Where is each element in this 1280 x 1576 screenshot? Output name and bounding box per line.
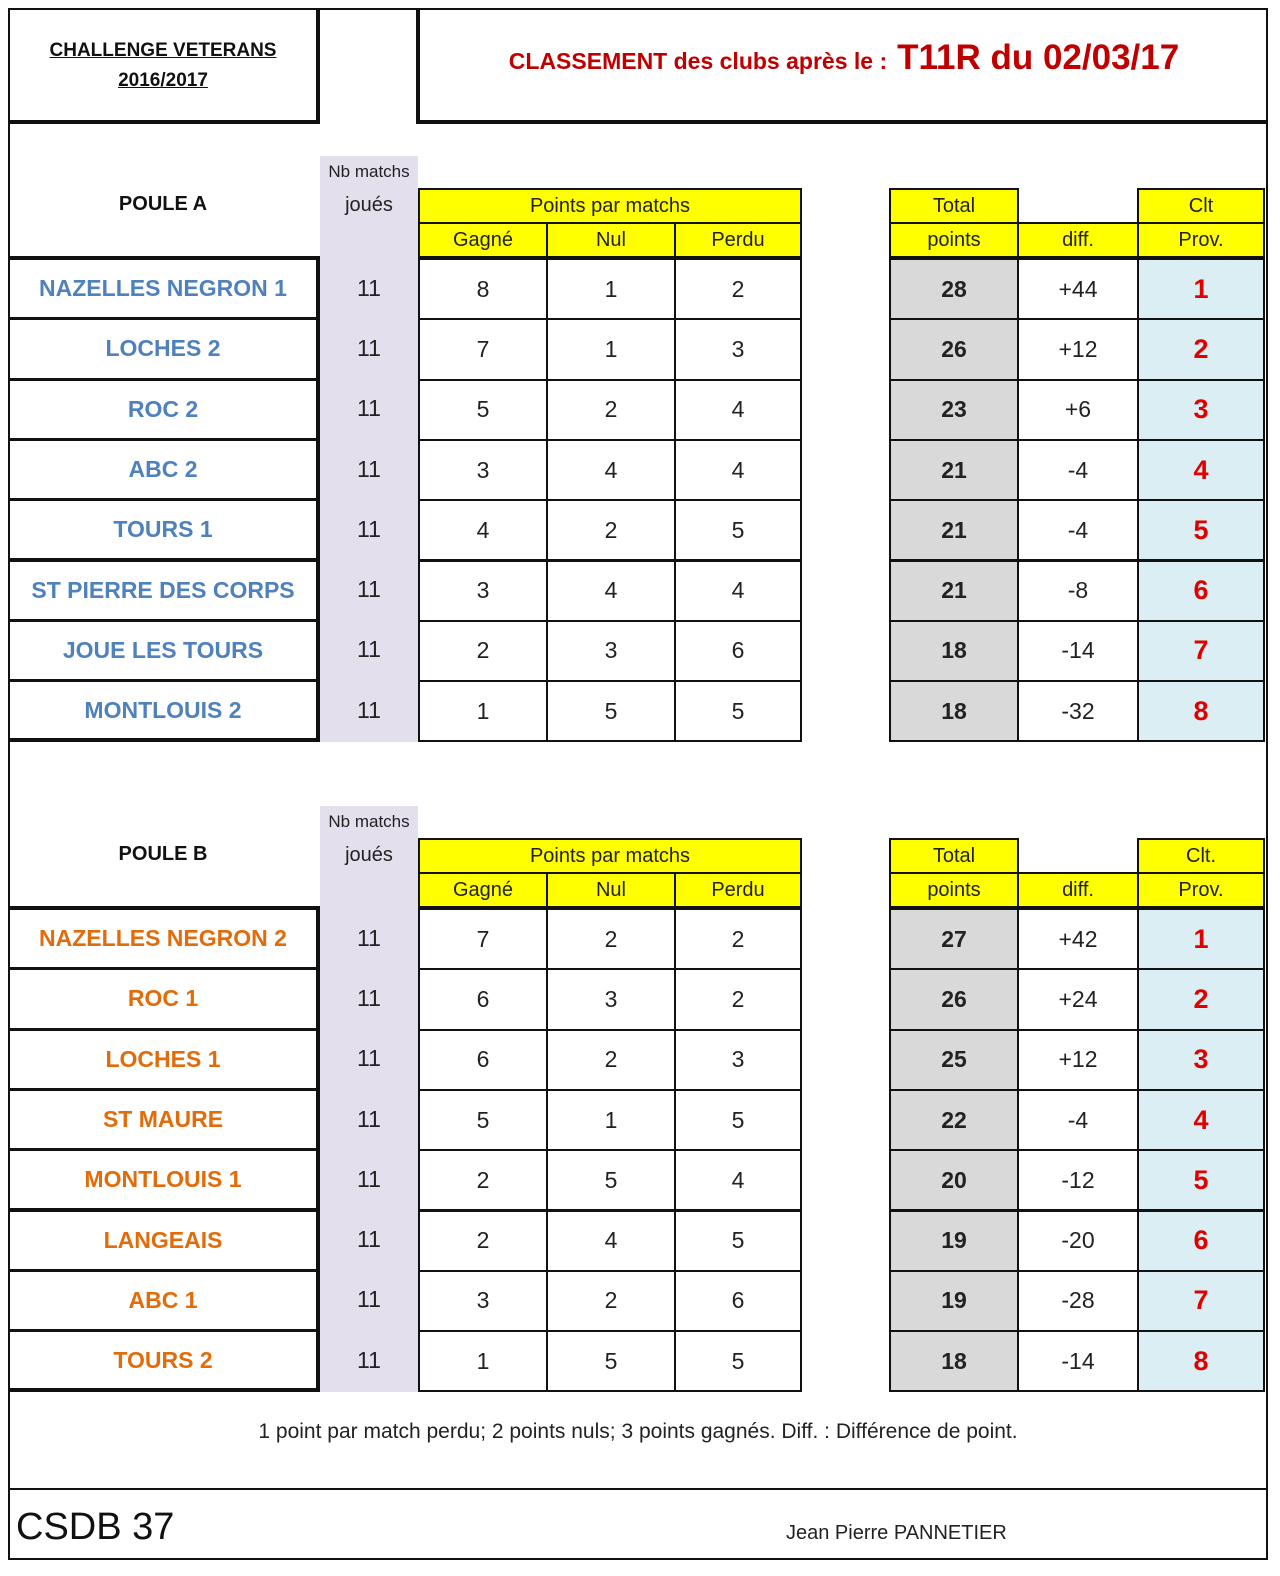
losses-cell: 4	[674, 560, 802, 622]
team-name: LOCHES 2	[10, 318, 320, 379]
rank-cell: 1	[1137, 258, 1265, 320]
total-points-cell: 27	[889, 908, 1019, 970]
total-points-cell: 20	[889, 1149, 1019, 1211]
matches-played: 11	[357, 455, 381, 482]
total-points-cell: 18	[889, 1330, 1019, 1392]
wins-cell: 7	[418, 908, 548, 970]
page-title	[420, 38, 1268, 98]
draws-cell: 1	[546, 258, 676, 320]
losses-cell: 2	[674, 908, 802, 970]
rank-cell: 5	[1137, 1149, 1265, 1211]
diff-cell: -20	[1017, 1210, 1139, 1272]
classement-label: CLASSEMENT des clubs après le :	[508, 48, 888, 74]
matches-played: 11	[357, 274, 381, 301]
matches-played: 11	[357, 1226, 381, 1253]
total-points-cell: 28	[889, 258, 1019, 320]
challenge-title	[10, 36, 316, 96]
footer-divider	[10, 1488, 1266, 1490]
draws-cell: 5	[546, 1149, 676, 1211]
rank-cell: 7	[1137, 620, 1265, 682]
draws-cell: 5	[546, 680, 676, 742]
wins-cell: 5	[418, 379, 548, 441]
rank-cell: 5	[1137, 499, 1265, 561]
draws-cell: 4	[546, 1210, 676, 1272]
team-name: NAZELLES NEGRON 1	[10, 258, 320, 319]
draws-cell: 4	[546, 439, 676, 501]
team-name: JOUE LES TOURS	[10, 620, 320, 681]
team-name: ST MAURE	[10, 1089, 320, 1150]
nb-header-line1-a: Nb matchs	[328, 162, 410, 181]
wins-cell: 3	[418, 1270, 548, 1332]
team-name: ABC 2	[10, 439, 320, 500]
matches-played: 11	[357, 576, 381, 603]
team-name: ABC 1	[10, 1270, 320, 1331]
diff-cell: +44	[1017, 258, 1139, 320]
poule-label-b: POULE B	[118, 843, 208, 865]
total-points-cell: 18	[889, 680, 1019, 742]
prov-header-a: Prov.	[1137, 222, 1265, 258]
wins-cell: 2	[418, 1210, 548, 1272]
losses-cell: 2	[674, 258, 802, 320]
draws-cell: 2	[546, 1029, 676, 1091]
diff-cell: +42	[1017, 908, 1139, 970]
total-points-cell: 21	[889, 560, 1019, 622]
diff-cell: -4	[1017, 439, 1139, 501]
tour-label: T11R du 02/03/17	[897, 38, 1180, 77]
nb-header-line1-b: Nb matchs	[328, 812, 410, 831]
total-points-cell: 21	[889, 499, 1019, 561]
total-points-cell: 19	[889, 1270, 1019, 1332]
wins-cell: 2	[418, 1149, 548, 1211]
losses-cell: 6	[674, 1270, 802, 1332]
diff-cell: -14	[1017, 620, 1139, 682]
diff-cell: -14	[1017, 1330, 1139, 1392]
matches-played: 11	[357, 1105, 381, 1132]
wins-cell: 6	[418, 1029, 548, 1091]
prov-header-b: Prov.	[1137, 872, 1265, 908]
rank-cell: 2	[1137, 318, 1265, 380]
losses-cell: 5	[674, 499, 802, 561]
gagne-header-b: Gagné	[418, 872, 548, 908]
matches-played: 11	[357, 1286, 381, 1313]
wins-cell: 2	[418, 620, 548, 682]
total-points-cell: 26	[889, 968, 1019, 1030]
team-name: LOCHES 1	[10, 1029, 320, 1090]
rank-cell: 1	[1137, 908, 1265, 970]
points-header-a: Points par matchs	[418, 188, 802, 224]
total-points-cell: 18	[889, 620, 1019, 682]
diff-cell: -12	[1017, 1149, 1139, 1211]
nul-header-a: Nul	[546, 222, 676, 258]
nb-header-line2-a: joués	[345, 194, 393, 216]
losses-cell: 3	[674, 318, 802, 380]
matches-played: 11	[357, 1165, 381, 1192]
total-points-cell: 19	[889, 1210, 1019, 1272]
diff-cell: +6	[1017, 379, 1139, 441]
diff-header-b: diff.	[1017, 872, 1139, 908]
matches-played: 11	[357, 1045, 381, 1072]
wins-cell: 4	[418, 499, 548, 561]
matches-played: 11	[357, 696, 381, 723]
draws-cell: 3	[546, 620, 676, 682]
wins-cell: 6	[418, 968, 548, 1030]
diff-cell: +12	[1017, 318, 1139, 380]
diff-cell: +24	[1017, 968, 1139, 1030]
author-name: Jean Pierre PANNETIER	[786, 1522, 1007, 1544]
rank-cell: 8	[1137, 1330, 1265, 1392]
perdu-header-b: Perdu	[674, 872, 802, 908]
team-name: TOURS 2	[10, 1330, 320, 1391]
matches-played: 11	[357, 984, 381, 1011]
draws-cell: 2	[546, 379, 676, 441]
matches-played: 11	[357, 636, 381, 663]
diff-header-a: diff.	[1017, 222, 1139, 258]
losses-cell: 4	[674, 439, 802, 501]
perdu-header-a: Perdu	[674, 222, 802, 258]
rank-cell: 6	[1137, 560, 1265, 622]
diff-cell: -4	[1017, 1089, 1139, 1151]
losses-cell: 5	[674, 1089, 802, 1151]
nb-header-line2-b: joués	[345, 844, 393, 866]
team-name: MONTLOUIS 2	[10, 680, 320, 741]
wins-cell: 1	[418, 1330, 548, 1392]
rank-cell: 6	[1137, 1210, 1265, 1272]
losses-cell: 2	[674, 968, 802, 1030]
wins-cell: 7	[418, 318, 548, 380]
diff-cell: -28	[1017, 1270, 1139, 1332]
total-points-cell: 23	[889, 379, 1019, 441]
clt-header-a: Clt	[1137, 188, 1265, 224]
diff-cell: +12	[1017, 1029, 1139, 1091]
team-name: LANGEAIS	[10, 1210, 320, 1271]
poule-label-a: POULE A	[118, 193, 208, 215]
losses-cell: 4	[674, 1149, 802, 1211]
losses-cell: 5	[674, 1210, 802, 1272]
gagne-header-a: Gagné	[418, 222, 548, 258]
draws-cell: 5	[546, 1330, 676, 1392]
rank-cell: 4	[1137, 439, 1265, 501]
points-header-b: Points par matchs	[418, 838, 802, 874]
draws-cell: 3	[546, 968, 676, 1030]
challenge-line-1: CHALLENGE VETERANS	[49, 40, 277, 61]
draws-cell: 2	[546, 499, 676, 561]
matches-played: 11	[357, 334, 381, 361]
team-name: ROC 1	[10, 968, 320, 1029]
total-header-b: Total	[889, 838, 1019, 874]
points-subheader-b: points	[889, 872, 1019, 908]
matches-played: 11	[357, 515, 381, 542]
rank-cell: 3	[1137, 379, 1265, 441]
total-points-cell: 26	[889, 318, 1019, 380]
organization-label: CSDB 37	[16, 1506, 175, 1548]
losses-cell: 3	[674, 1029, 802, 1091]
rank-cell: 3	[1137, 1029, 1265, 1091]
matches-played: 11	[357, 395, 381, 422]
team-name: MONTLOUIS 1	[10, 1149, 320, 1210]
total-points-cell: 25	[889, 1029, 1019, 1091]
rank-cell: 4	[1137, 1089, 1265, 1151]
wins-cell: 3	[418, 560, 548, 622]
draws-cell: 4	[546, 560, 676, 622]
diff-cell: -8	[1017, 560, 1139, 622]
wins-cell: 1	[418, 680, 548, 742]
diff-cell: -32	[1017, 680, 1139, 742]
total-points-cell: 22	[889, 1089, 1019, 1151]
total-header-a: Total	[889, 188, 1019, 224]
wins-cell: 3	[418, 439, 548, 501]
matches-played: 11	[357, 1346, 381, 1373]
scoring-note: 1 point par match perdu; 2 points nuls; 3 points gagnés. Diff. : Différence de point.	[258, 1420, 1018, 1443]
losses-cell: 6	[674, 620, 802, 682]
rank-cell: 8	[1137, 680, 1265, 742]
losses-cell: 5	[674, 680, 802, 742]
challenge-line-2: 2016/2017	[118, 70, 208, 91]
diff-cell: -4	[1017, 499, 1139, 561]
nul-header-b: Nul	[546, 872, 676, 908]
losses-cell: 5	[674, 1330, 802, 1392]
rank-cell: 7	[1137, 1270, 1265, 1332]
draws-cell: 2	[546, 908, 676, 970]
wins-cell: 8	[418, 258, 548, 320]
matches-played: 11	[357, 924, 381, 951]
rank-cell: 2	[1137, 968, 1265, 1030]
draws-cell: 1	[546, 318, 676, 380]
clt-header-b: Clt.	[1137, 838, 1265, 874]
team-name: NAZELLES NEGRON 2	[10, 908, 320, 969]
team-name: ROC 2	[10, 379, 320, 440]
losses-cell: 4	[674, 379, 802, 441]
draws-cell: 2	[546, 1270, 676, 1332]
points-subheader-a: points	[889, 222, 1019, 258]
wins-cell: 5	[418, 1089, 548, 1151]
team-name: ST PIERRE DES CORPS	[10, 560, 320, 621]
team-name: TOURS 1	[10, 499, 320, 560]
draws-cell: 1	[546, 1089, 676, 1151]
total-points-cell: 21	[889, 439, 1019, 501]
